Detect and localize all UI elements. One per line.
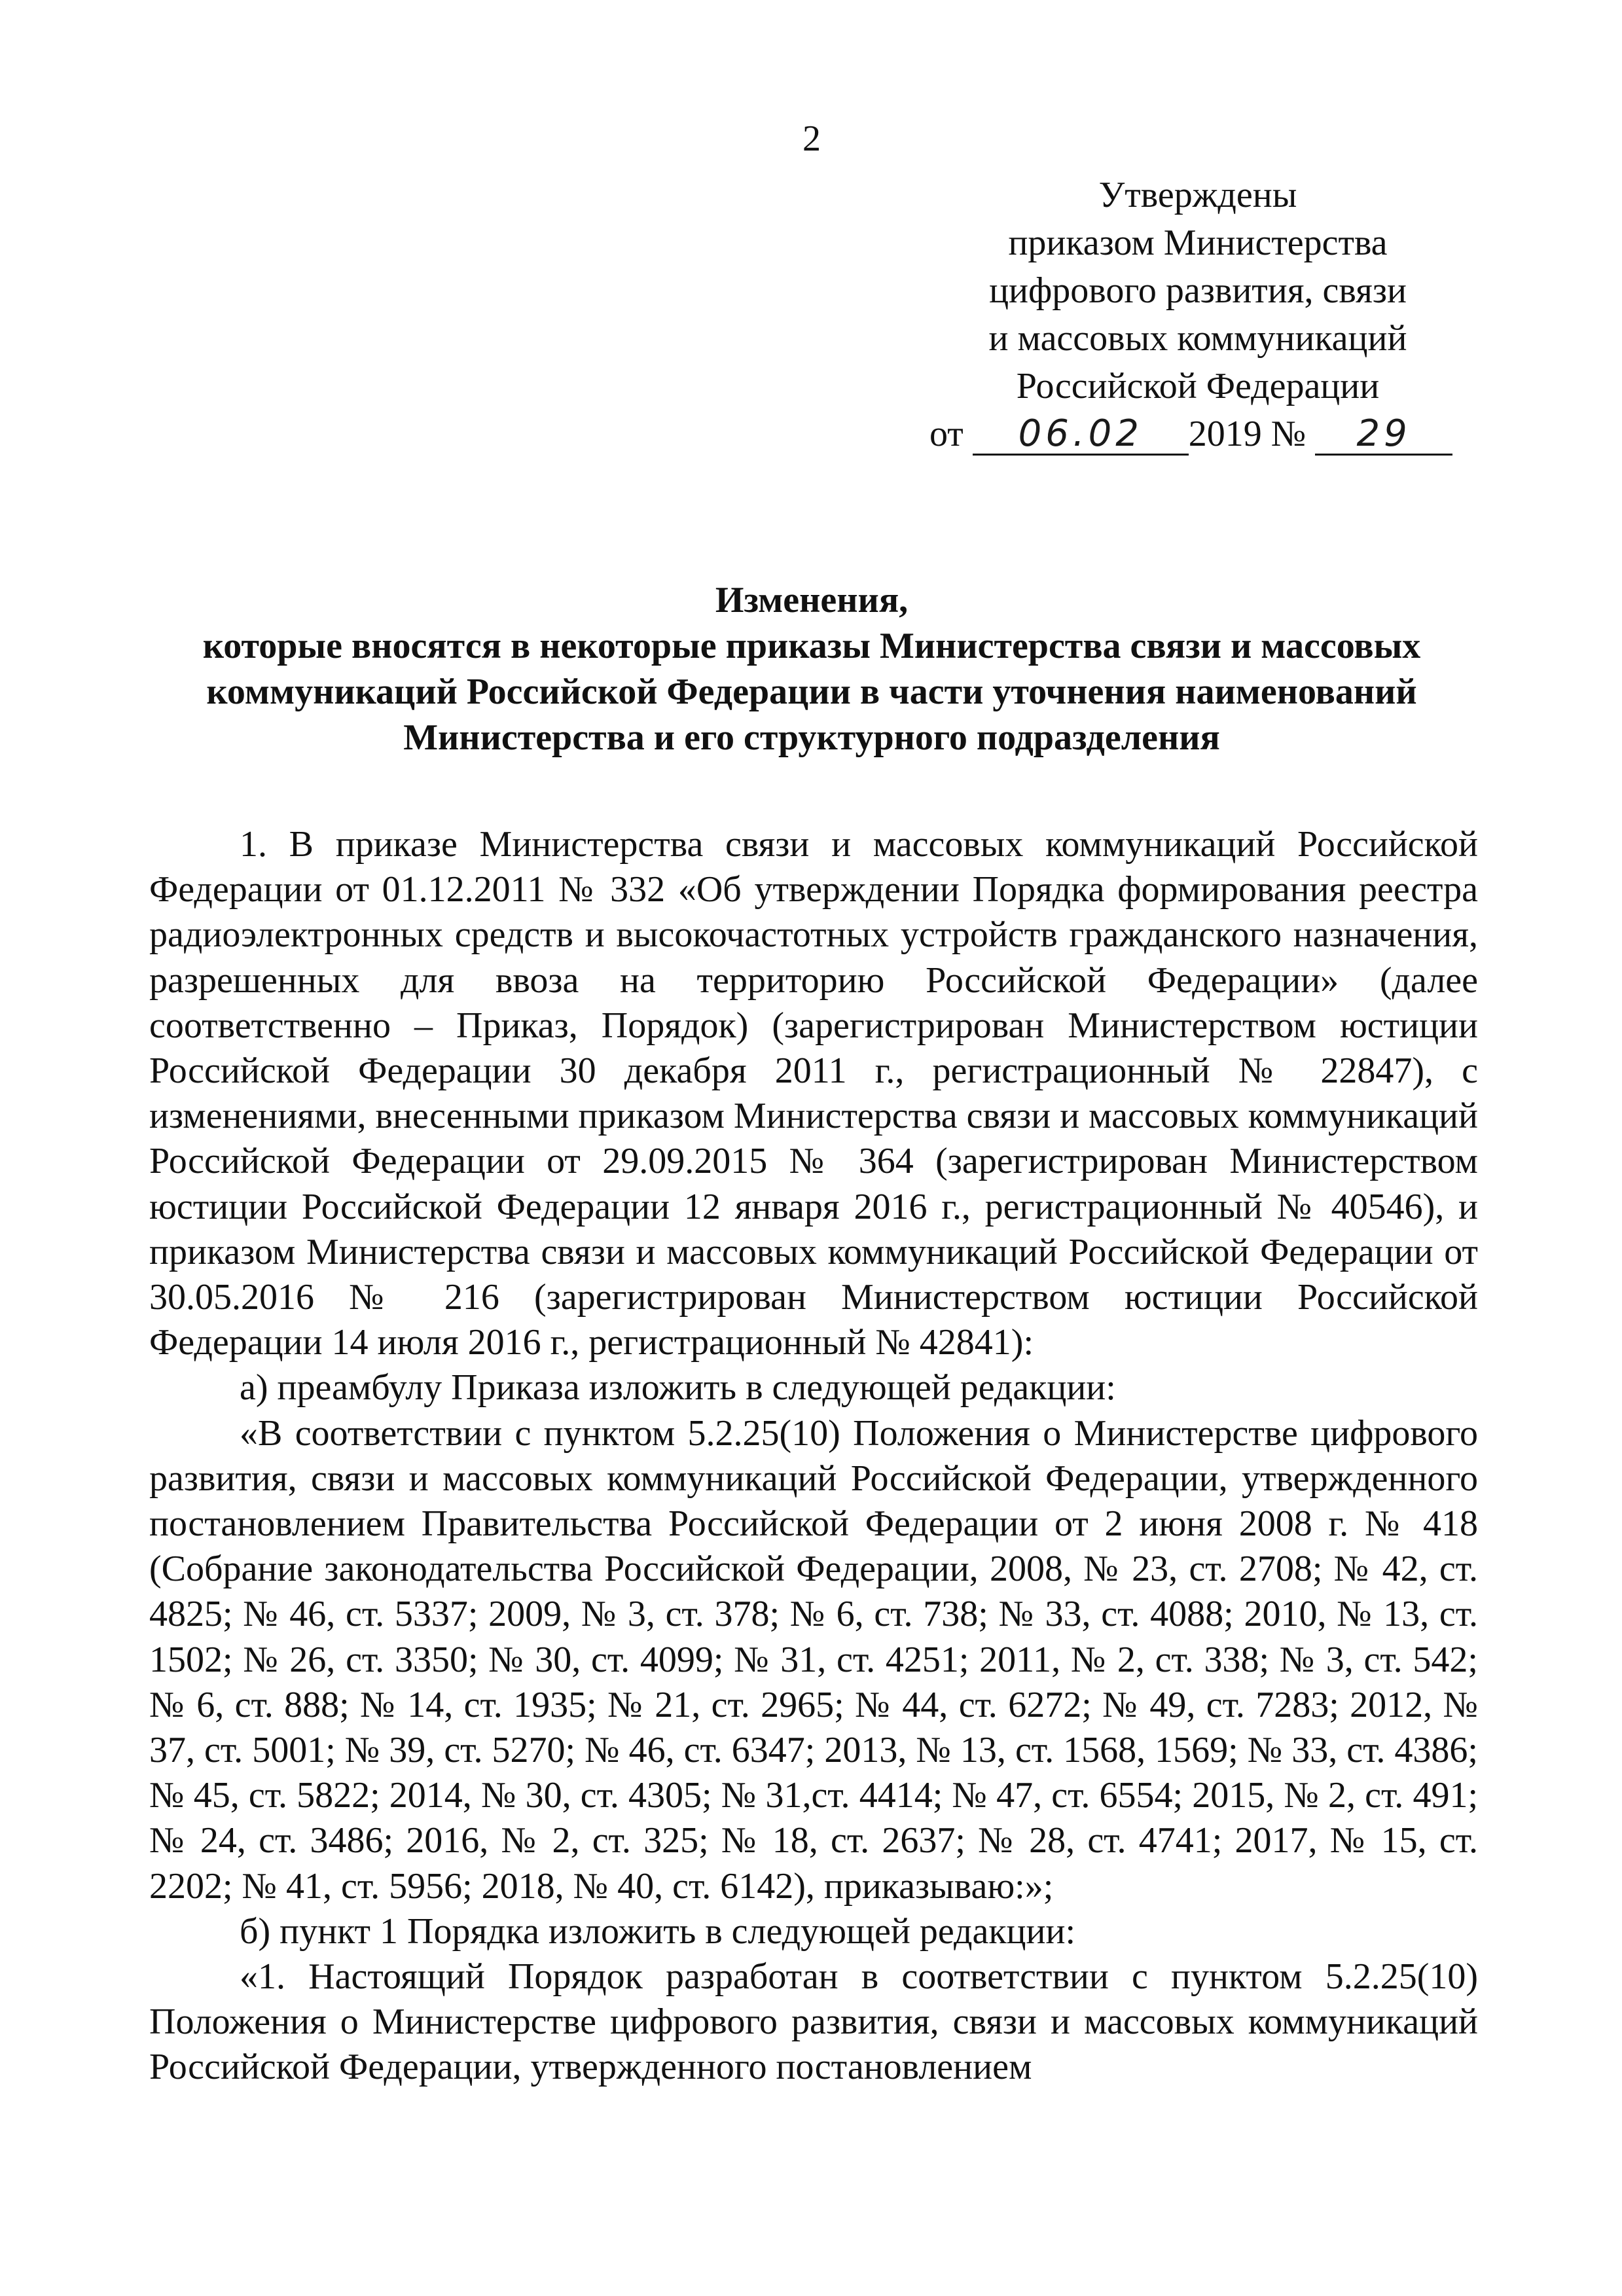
page-number: 2 [802,118,821,159]
approval-line: Российской Федерации [1016,366,1380,406]
approval-stamp [884,171,1512,458]
title-subtitle-line: коммуникаций Российской Федерации в части уточнения наименований [206,672,1417,712]
handwritten-date: 06.02 [973,414,1189,456]
title-subtitle-line: которые вносятся в некоторые приказы Министерства связи и массовых [202,626,1421,666]
approval-line: приказом Министерства [1008,223,1388,263]
document-body [149,822,1478,2090]
title-subtitle-line: Министерства и его структурного подразделения [403,717,1220,758]
paragraph-order-point-quote: «1. Настоящий Порядок разработан в соответствии с пунктом 5.2.25(10) Положения о Министерстве цифрового развития, связи и массовых коммуникаций Российской Федерации, утвержденного постановлением [149,1956,1478,2088]
approval-line: и массовых коммуникаций [988,318,1407,359]
paragraph-preamble-quote: «В соответствии с пунктом 5.2.25(10) Положения о Министерстве цифрового развития, связи и массовых коммуникаций Российской Федерации, утвержденного постановлением Правительства Российской Федерации от 2 июня 2008 г. № 418 (Собрание законодательства Российской Федерации, 2008, № 23, ст. 2708; № 42, ст. 4825; № 46, ст. 5337; 2009, № 3, ст. 378; № 6, ст. 738; № 33, ст. 4088; 2010, № 13, ст. 1502; № 26, ст. 3350; № 30, ст. 4099; № 31, ст. 4251; 2011, № 2, ст. 338; № 3, ст. 542; № 6, ст. 888; № 14, ст. 1935; № 21, ст. 2965; № 44, ст. 6272; № 49, ст. 7283; 2012, № 37, ст. 5001; № 39, ст. 5270; № 46, ст. 6347; 2013, № 13, ст. 1568, 1569; № 33, ст. 4386; № 45, ст. 5822; 2014, № 30, ст. 4305; № 31,ст. 4414; № 47, ст. 6554; 2015, № 2, ст. 491; № 24, ст. 3486; 2016, № 2, ст. 325; № 18, ст. 2637; № 28, ст. 4741; 2017, № 15, ст. 2202; № 41, ст. 5956; 2018, № 40, ст. 6142), приказываю:»; [149,1412,1478,1907]
handwritten-order-number: 29 [1315,414,1452,456]
paragraph-subitem-a: а) преамбулу Приказа изложить в следующей редакции: [240,1367,1116,1408]
paragraph-subitem-b: б) пункт 1 Порядка изложить в следующей редакции: [240,1910,1076,1952]
approval-date-line [884,410,1512,458]
order-year: 2019 № [1188,414,1307,454]
date-prefix: от [929,414,964,454]
approval-line: цифрового развития, связи [989,270,1407,311]
document-title [144,577,1479,761]
paragraph-item-1: 1. В приказе Министерства связи и массовых коммуникаций Российской Федерации от 01.12.2011 № 332 «Об утверждении Порядка формирования реестра радиоэлектронных средств и высокочастотных устройств гражданского назначения, разрешенных для ввоза на территорию Российской Федерации» (далее соответственно – Приказ, Порядок) (зарегистрирован Министерством юстиции Российской Федерации 30 декабря 2011 г., регистрационный № 22847), с изменениями, внесенными приказом Министерства связи и массовых коммуникаций Российской Федерации от 29.09.2015 № 364 (зарегистрирован Министерством юстиции Российской Федерации 12 января 2016 г., регистрационный № 40546), и приказом Министерства связи и массовых коммуникаций Российской Федерации от 30.05.2016 № 216 (зарегистрирован Министерством юстиции Российской Федерации 14 июля 2016 г., регистрационный № 42841): [149,824,1478,1363]
title-heading: Изменения, [715,580,909,620]
approval-line: Утверждены [1098,175,1297,215]
